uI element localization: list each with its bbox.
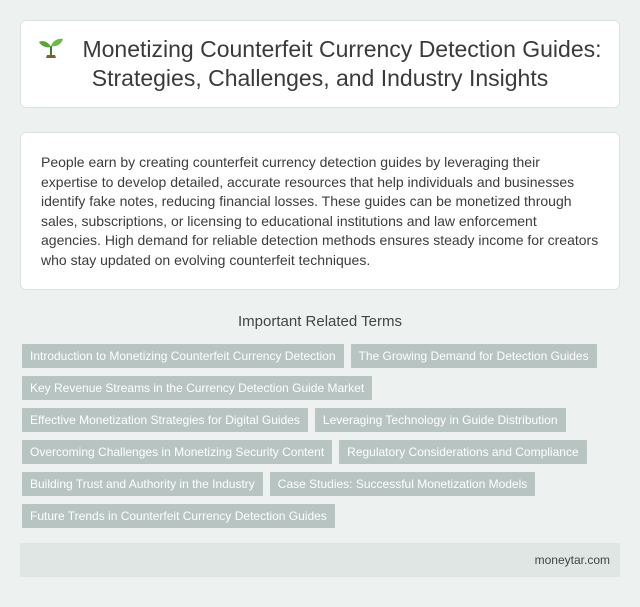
term-tag[interactable]: Building Trust and Authority in the Industry bbox=[22, 472, 263, 496]
sprout-icon bbox=[38, 37, 64, 59]
term-tag[interactable]: Future Trends in Counterfeit Currency Detection Guides bbox=[22, 504, 335, 528]
term-tag[interactable]: Leveraging Technology in Guide Distribution bbox=[315, 408, 566, 432]
summary-paragraph: People earn by creating counterfeit currency detection guides by leveraging their expertise to develop detailed, accurate resources that help individuals and businesses identify fake notes, reducing financial losses. These guides can be monetized through sales, subscriptions, or licensing to educational institutions and law enforcement agencies. High demand for reliable detection methods ensures steady income for creators who stay updated on evolving counterfeit techniques. bbox=[41, 154, 599, 268]
page-title bbox=[21, 35, 619, 93]
footer-bar bbox=[20, 543, 620, 577]
related-terms-heading: Important Related Terms bbox=[238, 313, 402, 330]
page-title-text: Monetizing Counterfeit Currency Detection Guides: Strategies, Challenges, and Industry Insights bbox=[82, 36, 602, 91]
term-tag[interactable]: Introduction to Monetizing Counterfeit Currency Detection bbox=[22, 344, 344, 368]
term-tag[interactable]: Regulatory Considerations and Compliance bbox=[339, 440, 586, 464]
term-tag[interactable]: Key Revenue Streams in the Currency Detection Guide Market bbox=[22, 376, 372, 400]
term-tag[interactable]: The Growing Demand for Detection Guides bbox=[351, 344, 597, 368]
summary-card bbox=[20, 132, 620, 290]
related-terms-list bbox=[22, 344, 622, 528]
footer-site-link[interactable]: moneytar.com bbox=[534, 553, 610, 567]
title-card bbox=[20, 20, 620, 108]
term-tag[interactable]: Case Studies: Successful Monetization Models bbox=[270, 472, 535, 496]
term-tag[interactable]: Effective Monetization Strategies for Digital Guides bbox=[22, 408, 308, 432]
term-tag[interactable]: Overcoming Challenges in Monetizing Security Content bbox=[22, 440, 332, 464]
